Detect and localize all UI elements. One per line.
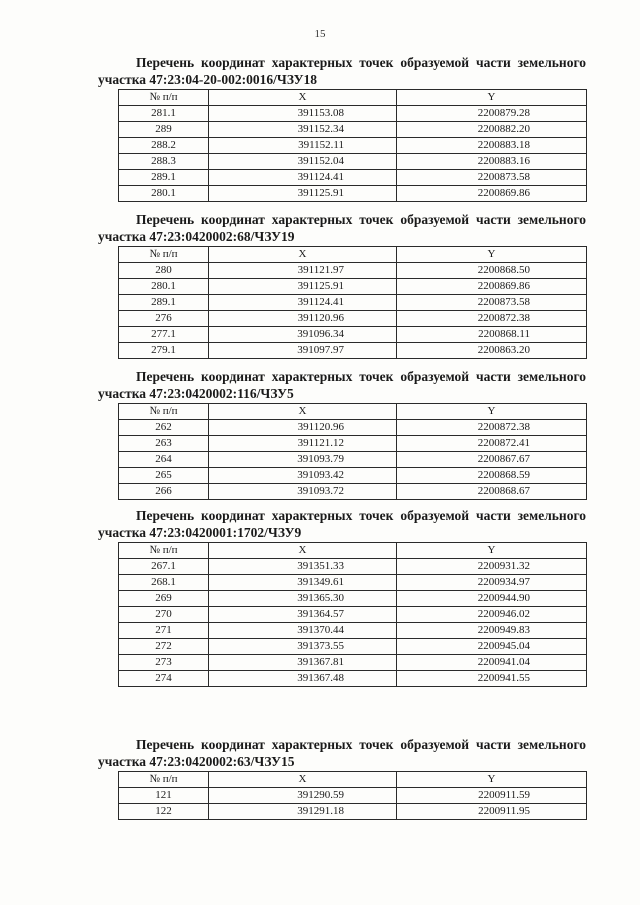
point-number-cell: 277.1 <box>119 327 209 343</box>
x-coordinate-cell: 391291.18 <box>209 804 397 820</box>
point-number-cell: 289 <box>119 122 209 138</box>
table-row <box>119 295 587 311</box>
point-number-cell: 267.1 <box>119 559 209 575</box>
table-row <box>119 655 587 671</box>
x-coordinate-cell: 391367.48 <box>209 671 397 687</box>
point-number-cell: 288.2 <box>119 138 209 154</box>
y-coordinate-cell: 2200879.28 <box>397 106 587 122</box>
x-coordinate-cell: 391121.97 <box>209 263 397 279</box>
table-header-row <box>119 90 587 106</box>
table-row <box>119 138 587 154</box>
table-row <box>119 804 587 820</box>
y-coordinate-header: Y <box>397 90 587 106</box>
section-heading: Перечень координат характерных точек образуемой части земельного участка 47:23:0420002:116/ЧЗУ5 <box>98 369 586 401</box>
table-row <box>119 420 587 436</box>
x-coordinate-cell: 391152.11 <box>209 138 397 154</box>
x-coordinate-cell: 391093.42 <box>209 468 397 484</box>
point-number-header: № п/п <box>119 90 209 106</box>
x-coordinate-cell: 391153.08 <box>209 106 397 122</box>
point-number-cell: 121 <box>119 788 209 804</box>
x-coordinate-cell: 391093.79 <box>209 452 397 468</box>
table-row <box>119 154 587 170</box>
y-coordinate-cell: 2200911.59 <box>397 788 587 804</box>
x-coordinate-cell: 391096.34 <box>209 327 397 343</box>
y-coordinate-cell: 2200873.58 <box>397 170 587 186</box>
table-row <box>119 575 587 591</box>
y-coordinate-cell: 2200873.58 <box>397 295 587 311</box>
point-number-cell: 270 <box>119 607 209 623</box>
y-coordinate-cell: 2200945.04 <box>397 639 587 655</box>
table-row <box>119 452 587 468</box>
x-coordinate-header: X <box>209 90 397 106</box>
table-row <box>119 591 587 607</box>
x-coordinate-cell: 391370.44 <box>209 623 397 639</box>
y-coordinate-cell: 2200863.20 <box>397 343 587 359</box>
x-coordinate-cell: 391125.91 <box>209 279 397 295</box>
coordinates-section <box>98 736 586 820</box>
x-coordinate-header: X <box>209 772 397 788</box>
table-header-row <box>119 247 587 263</box>
section-heading: Перечень координат характерных точек образуемой части земельного участка 47:23:0420002:63/ЧЗУ15 <box>98 737 586 769</box>
x-coordinate-cell: 391097.97 <box>209 343 397 359</box>
point-number-cell: 274 <box>119 671 209 687</box>
point-number-cell: 263 <box>119 436 209 452</box>
table-row <box>119 186 587 202</box>
table-row <box>119 122 587 138</box>
section-heading: Перечень координат характерных точек образуемой части земельного участка 47:23:0420002:68/ЧЗУ19 <box>98 212 586 244</box>
point-number-cell: 280 <box>119 263 209 279</box>
table-row <box>119 311 587 327</box>
point-number-cell: 269 <box>119 591 209 607</box>
y-coordinate-cell: 2200868.50 <box>397 263 587 279</box>
y-coordinate-cell: 2200911.95 <box>397 804 587 820</box>
x-coordinate-cell: 391364.57 <box>209 607 397 623</box>
table-row <box>119 436 587 452</box>
y-coordinate-cell: 2200883.16 <box>397 154 587 170</box>
y-coordinate-cell: 2200869.86 <box>397 186 587 202</box>
y-coordinate-cell: 2200946.02 <box>397 607 587 623</box>
point-number-cell: 281.1 <box>119 106 209 122</box>
point-number-cell: 265 <box>119 468 209 484</box>
coordinates-table <box>118 89 587 202</box>
point-number-cell: 279.1 <box>119 343 209 359</box>
coordinates-table <box>118 246 587 359</box>
table-row <box>119 484 587 500</box>
y-coordinate-cell: 2200941.55 <box>397 671 587 687</box>
table-row <box>119 327 587 343</box>
table-row <box>119 106 587 122</box>
y-coordinate-cell: 2200883.18 <box>397 138 587 154</box>
x-coordinate-header: X <box>209 404 397 420</box>
coordinates-table <box>118 403 587 500</box>
point-number-cell: 266 <box>119 484 209 500</box>
point-number-header: № п/п <box>119 247 209 263</box>
y-coordinate-cell: 2200868.67 <box>397 484 587 500</box>
point-number-cell: 271 <box>119 623 209 639</box>
point-number-cell: 268.1 <box>119 575 209 591</box>
section-heading: Перечень координат характерных точек образуемой части земельного участка 47:23:0420001:1702/ЧЗУ9 <box>98 508 586 540</box>
x-coordinate-cell: 391367.81 <box>209 655 397 671</box>
x-coordinate-cell: 391152.04 <box>209 154 397 170</box>
table-header-row <box>119 543 587 559</box>
point-number-header: № п/п <box>119 772 209 788</box>
x-coordinate-cell: 391365.30 <box>209 591 397 607</box>
x-coordinate-cell: 391121.12 <box>209 436 397 452</box>
y-coordinate-header: Y <box>397 404 587 420</box>
x-coordinate-cell: 391351.33 <box>209 559 397 575</box>
coordinates-section <box>98 54 586 202</box>
point-number-cell: 276 <box>119 311 209 327</box>
x-coordinate-cell: 391120.96 <box>209 311 397 327</box>
point-number-cell: 289.1 <box>119 295 209 311</box>
coordinates-section <box>98 211 586 359</box>
coordinates-section <box>98 368 586 500</box>
x-coordinate-cell: 391124.41 <box>209 170 397 186</box>
y-coordinate-cell: 2200931.32 <box>397 559 587 575</box>
point-number-header: № п/п <box>119 404 209 420</box>
y-coordinate-cell: 2200934.97 <box>397 575 587 591</box>
x-coordinate-header: X <box>209 543 397 559</box>
coordinates-section <box>98 507 586 687</box>
y-coordinate-cell: 2200882.20 <box>397 122 587 138</box>
y-coordinate-cell: 2200867.67 <box>397 452 587 468</box>
y-coordinate-cell: 2200872.38 <box>397 311 587 327</box>
x-coordinate-cell: 391152.34 <box>209 122 397 138</box>
table-row <box>119 468 587 484</box>
table-header-row <box>119 772 587 788</box>
x-coordinate-cell: 391125.91 <box>209 186 397 202</box>
y-coordinate-cell: 2200944.90 <box>397 591 587 607</box>
y-coordinate-cell: 2200872.41 <box>397 436 587 452</box>
point-number-cell: 280.1 <box>119 279 209 295</box>
point-number-cell: 289.1 <box>119 170 209 186</box>
point-number-cell: 288.3 <box>119 154 209 170</box>
y-coordinate-header: Y <box>397 543 587 559</box>
y-coordinate-cell: 2200941.04 <box>397 655 587 671</box>
table-row <box>119 263 587 279</box>
point-number-cell: 280.1 <box>119 186 209 202</box>
y-coordinate-header: Y <box>397 247 587 263</box>
table-header-row <box>119 404 587 420</box>
table-row <box>119 671 587 687</box>
table-row <box>119 623 587 639</box>
x-coordinate-cell: 391349.61 <box>209 575 397 591</box>
y-coordinate-header: Y <box>397 772 587 788</box>
table-row <box>119 607 587 623</box>
x-coordinate-header: X <box>209 247 397 263</box>
x-coordinate-cell: 391120.96 <box>209 420 397 436</box>
x-coordinate-cell: 391124.41 <box>209 295 397 311</box>
point-number-header: № п/п <box>119 543 209 559</box>
point-number-cell: 264 <box>119 452 209 468</box>
point-number-cell: 122 <box>119 804 209 820</box>
y-coordinate-cell: 2200868.59 <box>397 468 587 484</box>
table-row <box>119 788 587 804</box>
table-row <box>119 279 587 295</box>
table-row <box>119 343 587 359</box>
y-coordinate-cell: 2200868.11 <box>397 327 587 343</box>
point-number-cell: 272 <box>119 639 209 655</box>
page-number: 15 <box>314 28 326 40</box>
point-number-cell: 273 <box>119 655 209 671</box>
coordinates-table <box>118 542 587 687</box>
x-coordinate-cell: 391290.59 <box>209 788 397 804</box>
table-row <box>119 639 587 655</box>
point-number-cell: 262 <box>119 420 209 436</box>
table-row <box>119 559 587 575</box>
y-coordinate-cell: 2200949.83 <box>397 623 587 639</box>
x-coordinate-cell: 391093.72 <box>209 484 397 500</box>
x-coordinate-cell: 391373.55 <box>209 639 397 655</box>
coordinates-table <box>118 771 587 820</box>
section-heading: Перечень координат характерных точек образуемой части земельного участка 47:23:04-20-002:0016/ЧЗУ18 <box>98 55 586 87</box>
y-coordinate-cell: 2200872.38 <box>397 420 587 436</box>
y-coordinate-cell: 2200869.86 <box>397 279 587 295</box>
table-row <box>119 170 587 186</box>
